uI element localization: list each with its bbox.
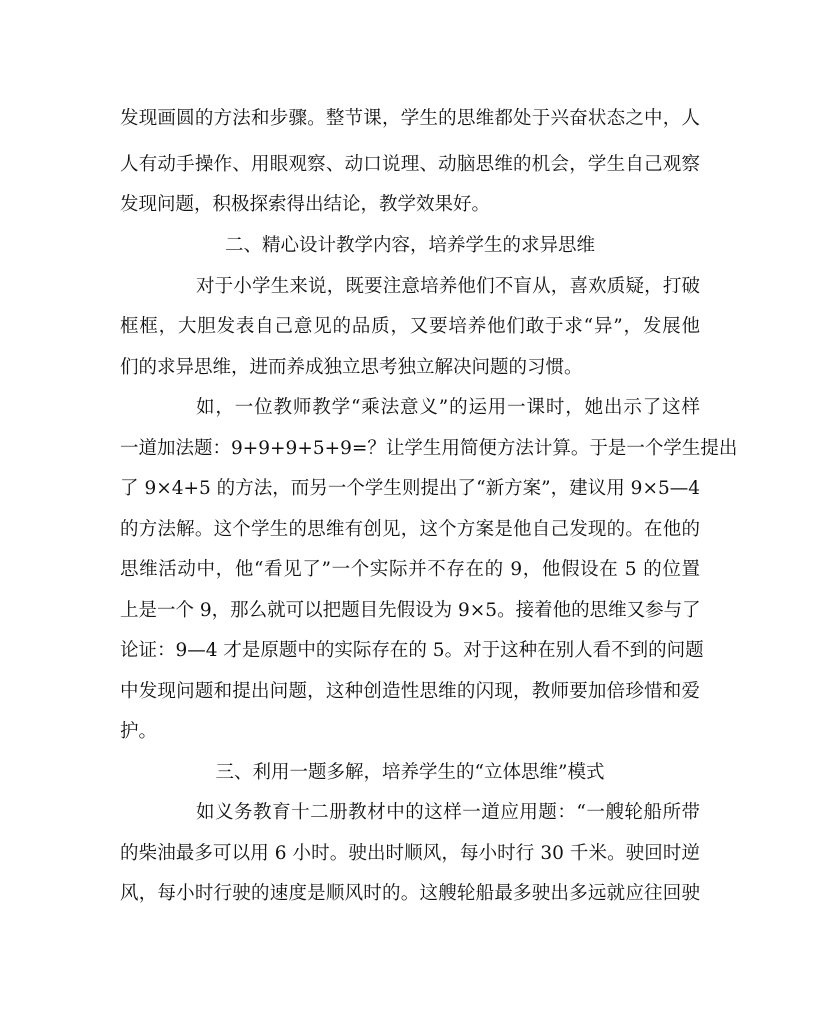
text-line: 人有动手操作、用眼观察、动口说理、动脑思维的机会，学生自己观察 [120,154,700,175]
text-line: 中发现问题和提出问题，这种创造性思维的闪现，教师要加倍珍惜和爱 [120,681,700,702]
text-line: 护。 [120,721,158,742]
text-line: 上是一个 9，那么就可以把题目先假设为 9×5。接着他的思维又参与了 [120,600,701,621]
text-line: 的方法解。这个学生的思维有创见，这个方案是他自己发现的。在他的 [120,519,700,540]
text-line: 一道加法题：9+9+9+5+9=？让学生用简便方法计算。于是一个学生提出 [120,438,738,459]
text-line: 风，每小时行驶的速度是顺风时的。这艘轮船最多驶出多远就应往回驶 [120,883,700,904]
text-line: 了 9×4+5 的方法，而另一个学生则提出了“新方案”，建议用 9×5—4 [120,478,700,499]
section-heading: 二、精心设计教学内容，培养学生的求异思维 [224,235,595,256]
text-line: 们的求异思维，进而养成独立思考独立解决问题的习惯。 [120,357,583,378]
text-line: 发现问题，积极探索得出结论，教学效果好。 [120,194,491,215]
text-line: 发现画圆的方法和步骤。整节课，学生的思维都处于兴奋状态之中，人 [120,108,700,129]
text-line: 对于小学生来说，既要注意培养他们不盲从，喜欢质疑，打破 [196,276,700,297]
text-line: 如义务教育十二册教材中的这样一道应用题：“一艘轮船所带 [196,802,700,823]
text-line: 的柴油最多可以用 6 小时。驶出时顺风，每小时行 30 千米。驶回时逆 [120,843,700,864]
text-line: 思维活动中，他“看见了”一个实际并不存在的 9，他假设在 5 的位置 [120,559,700,580]
section-heading: 三、利用一题多解，培养学生的“立体思维”模式 [215,762,605,783]
text-line: 如，一位教师教学“乘法意义”的运用一课时，她出示了这样 [196,397,700,418]
text-line: 框框，大胆发表自己意见的品质，又要培养他们敢于求“异”，发展他 [120,316,700,337]
text-line: 论证：9—4 才是原题中的实际存在的 5。对于这种在别人看不到的问题 [120,640,704,661]
